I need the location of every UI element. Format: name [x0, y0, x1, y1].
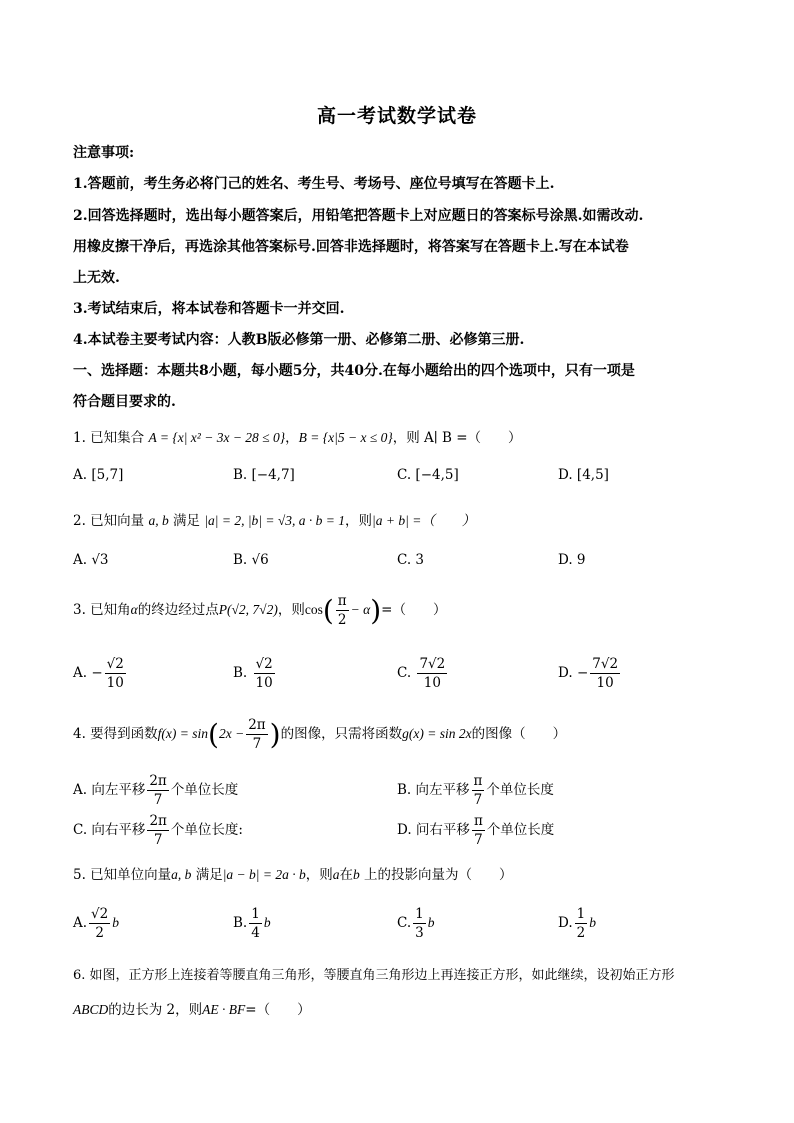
question-5: 5. 已知单位向量a, b 满足|a − b| = 2a · b，则a在b 上的投影向量为（ ） — [73, 867, 513, 883]
q3-minus-alpha: − α — [350, 602, 371, 617]
q3-pi: π — [337, 593, 347, 609]
q2-option-b: B. √6 — [233, 552, 269, 568]
q3-ask-pre: ，则 — [277, 602, 305, 618]
q4-ask: 的图像（ ） — [471, 726, 567, 742]
q6-mid: 的边长为 2，则 — [108, 1002, 203, 1018]
q2-vectors: a, b — [148, 513, 169, 528]
q3-ask-post: =（ ） — [381, 602, 447, 618]
question-2 — [73, 509, 475, 529]
note-2-line-3: 上无效. — [73, 270, 120, 286]
q5-option-a: A. $\frac{√2}{2}$ b — [73, 906, 119, 941]
q4-arg: 2x − — [218, 726, 245, 741]
q3-option-c: C. $\frac{7√2}{10}$ — [397, 656, 446, 691]
q5-vectors: a, b — [171, 867, 192, 882]
q5-prefix: 5. 已知单位向量 — [73, 867, 172, 883]
q1-prefix: 1. 已知集合 — [73, 430, 145, 446]
q1-set-a: A = {x| x² − 3x − 28 ≤ 0} — [148, 430, 286, 445]
q3-point: P(√2, 7√2) — [218, 602, 278, 617]
q3-cos: cos — [304, 602, 323, 617]
q2-option-a: A. √3 — [73, 552, 109, 568]
exam-title: 高一考试数学试卷 — [316, 105, 477, 127]
q3-prefix: 3. 已知角 — [73, 602, 131, 618]
q1-set-b: B = {x|5 − x ≤ 0} — [298, 430, 393, 445]
note-1: 1.答题前，考生务必将门己的姓名、考生号、考场号、座位号填写在答题卡上. — [73, 176, 555, 192]
section-heading-line-1: 一、选择题：本题共8小题，每小题5分，共40分.在每小题给出的四个选项中，只有一项是 — [73, 363, 635, 379]
q2-cond-label: 满足 — [173, 513, 201, 529]
q5-ask-pre: ，则 — [305, 867, 333, 883]
question-6-line-1: 6. 如图，正方形上连接着等腰直角三角形，等腰直角三角形边上再连接正方形，如此继续，设初始正方形 — [73, 968, 675, 983]
q1-ask: ，则 A∣ B =（ ） — [392, 430, 522, 446]
q2-condition: |a| = 2, |b| = √3, a · b = 1 — [204, 513, 346, 528]
q5-option-c: C. $\frac{1}{3}$ b — [397, 906, 435, 941]
note-2-line-1: 2.回答选择题时，选出每小题答案后，用铅笔把答题卡上对应题日的答案标号涂黑.如需改动. — [73, 208, 644, 224]
q3-option-a: A. − $\frac{√2}{10}$ — [73, 656, 124, 691]
q1-option-d: D. [4,5] — [558, 467, 609, 483]
question-3: 3. 已知角α的终边经过点P(√2, 7√2)，则cos( $\frac{\pi}{2}$ − α)=（ ） — [73, 593, 447, 628]
q4-g: g(x) = sin 2x — [402, 726, 472, 741]
q4-option-a: A. 向左平移 $\frac{2\pi}{7}$ 个单位长度 — [73, 773, 239, 808]
q5-cond-label: 满足 — [195, 867, 223, 883]
q6-expr: AE · BF — [202, 1002, 246, 1017]
q6-ask: =（ ） — [245, 1002, 311, 1018]
q1-option-a: A. [5,7] — [73, 467, 124, 483]
question-4: 4. 要得到函数f(x) = sin(2x − $\frac{2\pi}{7}$ )的图像，只需将函数g(x) = sin 2x的图像（ ） — [73, 717, 567, 752]
notes-heading: 注意事项: — [73, 145, 135, 161]
note-3: 3.考试结束后，将本试卷和答题卡一并交回. — [73, 301, 345, 317]
q5-option-b: B. $\frac{1}{4}$ b — [233, 906, 271, 941]
q4-option-d: D. 问右平移 $\frac{\pi}{7}$ 个单位长度 — [397, 813, 555, 848]
q5-ask: 上的投影向量为（ ） — [364, 867, 513, 883]
q3-two: 2 — [337, 612, 347, 628]
q6-abcd: ABCD — [73, 1002, 109, 1017]
q4-frac-den: 7 — [252, 736, 262, 752]
q4-f: f(x) = sin — [157, 726, 209, 741]
q3-alpha: α — [130, 602, 138, 617]
q5-condition: |a − b| = 2a · b — [222, 867, 306, 882]
q2-target: |a + b| =（ ） — [372, 513, 476, 528]
q4-prefix: 4. 要得到函数 — [73, 726, 158, 742]
q2-ask: ，则 — [345, 513, 373, 529]
q5-option-d: D. $\frac{1}{2}$ b — [558, 906, 596, 941]
q3-mid: 的终边经过点 — [137, 602, 219, 618]
note-2-line-2: 用橡皮擦干净后，再选涂其他答案标号.回答非选择题时，将答案写在答题卡上.写在本试卷 — [73, 239, 629, 255]
q4-option-b: B. 向左平移 $\frac{\pi}{7}$ 个单位长度 — [397, 773, 554, 808]
q2-prefix: 2. 已知向量 — [73, 513, 145, 529]
q4-frac-num: 2π — [248, 717, 266, 733]
q2-option-c: C. 3 — [397, 552, 425, 568]
q3-option-b: B. $\frac{√2}{10}$ — [233, 656, 273, 691]
question-1: 1. 已知集合 A = {x| x² − 3x − 28 ≤ 0}，B = {x|5 − x ≤ 0}，则 A∣ B =（ ） — [73, 430, 522, 446]
q2-option-d: D. 9 — [558, 552, 586, 568]
section-heading-line-2: 符合题目要求的. — [73, 394, 176, 410]
q4-option-c: C. 向右平移 $\frac{2\pi}{7}$ 个单位长度: — [73, 813, 243, 848]
question-6-line-2 — [73, 998, 311, 1018]
q3-option-d: D. − $\frac{7√2}{10}$ — [558, 656, 619, 691]
q1-option-b: B. [−4,7] — [233, 467, 295, 483]
q1-option-c: C. [−4,5] — [397, 467, 459, 483]
q4-mid: 的图像，只需将函数 — [280, 726, 403, 742]
note-4: 4.本试卷主要考试内容：人教B版必修第一册、必修第二册、必修第三册. — [73, 332, 525, 348]
